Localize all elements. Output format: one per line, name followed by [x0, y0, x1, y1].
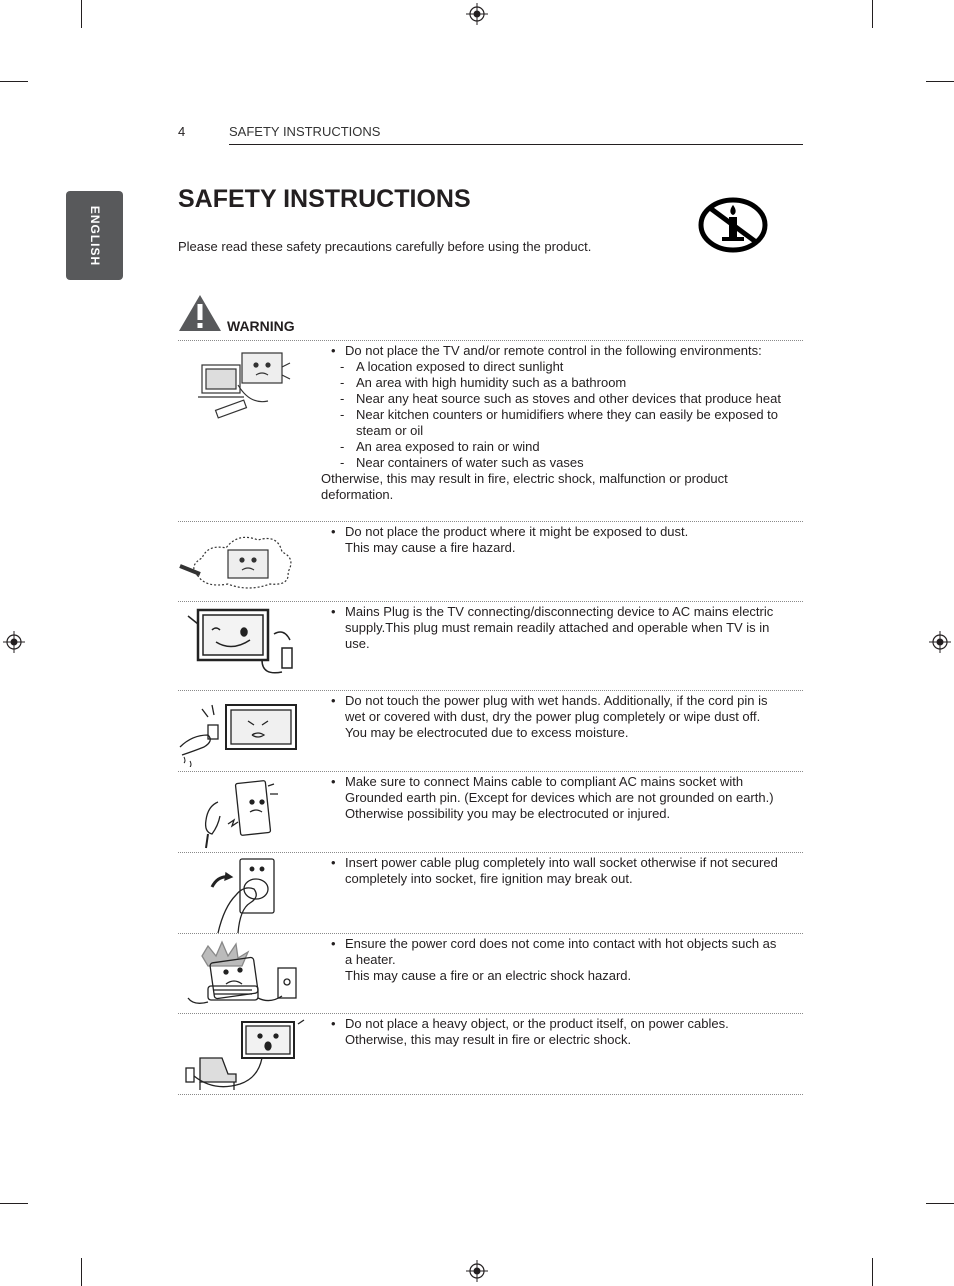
warning-bullet: • Do not place the TV and/or remote control in the following environments:	[331, 343, 781, 359]
heavy-object-cable-illustration	[178, 1018, 308, 1094]
warning-footer: Otherwise, this may result in fire, electric shock, malfunction or product deformation.	[321, 471, 728, 502]
warning-sub-item: - Near containers of water such as vases	[331, 455, 781, 471]
mains-plug-illustration	[178, 606, 308, 682]
warning-item	[178, 601, 803, 691]
warning-item	[178, 852, 803, 934]
insert-plug-illustration	[178, 857, 308, 933]
crop-mark	[0, 1203, 28, 1204]
intro-text: Please read these safety precautions carefully before using the product.	[178, 239, 592, 254]
registration-mark-icon	[3, 631, 25, 653]
warning-bullet: • Insert power cable plug completely into wall socket otherwise if not secured completely into socket, fire ignition may break out.	[331, 855, 781, 887]
warning-item	[178, 521, 803, 602]
crop-mark	[81, 1258, 82, 1286]
warning-bullet: • Ensure the power cord does not come into contact with hot objects such as a heater.	[331, 936, 781, 968]
warning-bullet: • Do not place the product where it might be exposed to dust.	[331, 524, 781, 540]
grounded-socket-illustration	[178, 776, 308, 850]
warning-sub-item: - An area with high humidity such as a bathroom	[331, 375, 781, 391]
warning-item	[178, 690, 803, 772]
warning-sub-item: - An area exposed to rain or wind	[331, 439, 781, 455]
warning-label: WARNING	[227, 318, 295, 334]
crop-mark	[872, 0, 873, 28]
registration-mark-icon	[929, 631, 951, 653]
page-title: SAFETY INSTRUCTIONS	[178, 185, 471, 213]
warning-item	[178, 340, 803, 522]
crop-mark	[81, 0, 82, 28]
registration-mark-icon	[466, 3, 488, 25]
warning-continuation: This may cause a fire or an electric shock hazard.	[345, 968, 632, 983]
tv-remote-heat-illustration	[178, 345, 308, 425]
header-rule	[229, 144, 803, 145]
language-tab	[66, 191, 123, 280]
crop-mark	[926, 1203, 954, 1204]
warning-sub-item: - A location exposed to direct sunlight	[331, 359, 781, 375]
heater-cord-illustration	[178, 938, 308, 1012]
warning-sub-item: - Near any heat source such as stoves and other devices that produce heat	[331, 391, 781, 407]
warning-sub-item: - Near kitchen counters or humidifiers where they can easily be exposed to steam or oil	[331, 407, 781, 439]
warning-continuation: This may cause a fire hazard.	[345, 540, 516, 555]
language-tab-label: ENGLISH	[87, 205, 102, 266]
crop-mark	[872, 1258, 873, 1286]
wet-hands-plug-illustration	[178, 695, 308, 767]
registration-mark-icon	[466, 1260, 488, 1282]
warning-bullet: • Make sure to connect Mains cable to compliant AC mains socket with Grounded earth pin. (Except for devices which are not grounded on earth.) Otherwise possibility you may be electrocuted or injured.	[331, 774, 781, 822]
no-candle-icon	[698, 197, 768, 253]
warning-item	[178, 933, 803, 1014]
dust-tv-illustration	[178, 526, 308, 596]
warning-bullet: • Mains Plug is the TV connecting/disconnecting device to AC mains electric supply.This plug must remain readily attached and operable when TV is in use.	[331, 604, 781, 652]
warning-triangle-icon	[178, 294, 222, 332]
running-head: SAFETY INSTRUCTIONS	[229, 124, 381, 139]
crop-mark	[0, 81, 28, 82]
warning-continuation: Otherwise, this may result in fire or electric shock.	[345, 1032, 632, 1047]
warning-item	[178, 771, 803, 853]
warning-continuation: You may be electrocuted due to excess moisture.	[345, 725, 629, 740]
crop-mark	[926, 81, 954, 82]
warning-bullet: • Do not place a heavy object, or the product itself, on power cables.	[331, 1016, 781, 1032]
warning-item	[178, 1013, 803, 1095]
warning-bullet: • Do not touch the power plug with wet hands. Additionally, if the cord pin is wet or covered with dust, dry the power plug completely or wipe dust off.	[331, 693, 781, 725]
page-number: 4	[178, 124, 186, 139]
